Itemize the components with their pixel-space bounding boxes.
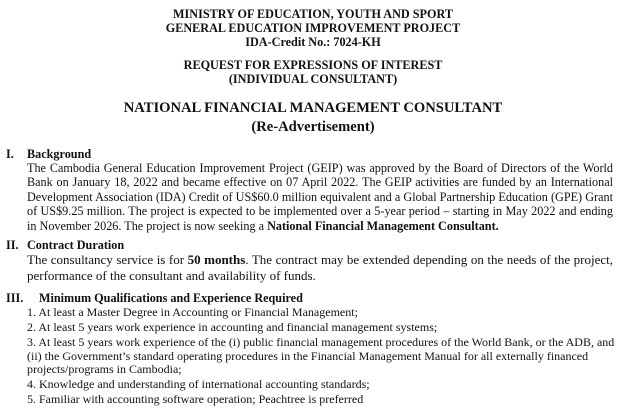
consultant-type: (INDIVIDUAL CONSULTANT) xyxy=(228,72,398,86)
section-qualifications-heading xyxy=(6,291,406,305)
page-title: NATIONAL FINANCIAL MANAGEMENT CONSULTANT xyxy=(123,100,503,116)
duration-text-after: . The contract may be extended depending on the needs of the project, performance of the consultant and availability of funds. xyxy=(27,252,613,283)
project-name: GENERAL EDUCATION IMPROVEMENT PROJECT xyxy=(165,21,461,35)
duration-bold: 50 months xyxy=(187,252,246,267)
section-background-heading xyxy=(6,147,306,161)
section-number: II. xyxy=(6,238,19,252)
ministry-name: MINISTRY OF EDUCATION, YOUTH AND SPORT xyxy=(173,7,453,21)
duration-paragraph xyxy=(27,252,613,283)
request-heading: REQUEST FOR EXPRESSIONS OF INTEREST xyxy=(183,58,443,72)
list-item: 4. Knowledge and understanding of international accounting standards; xyxy=(27,377,370,392)
qualifications-list xyxy=(27,306,615,408)
credit-number: IDA-Credit No.: 7024-KH xyxy=(245,35,381,49)
section-number: III. xyxy=(6,291,24,305)
list-item: 5. Familiar with accounting software operation; Peachtree is preferred xyxy=(27,392,364,407)
section-label: Background xyxy=(27,147,92,161)
background-text: The Cambodia General Education Improvement Project (GEIP) was approved by the Board of Directors of the World Bank on January 18, 2022 and became effective on 07 April 2022. The GEIP activities are funded by an International Development Association (IDA) Credit of US$60.0 million equivalent and a Global Partnership Education (GPE) Grant of US$9.25 million. The project is expected to be implemented over a 5-year period – starting in May 2022 and ending in November 2026. The project is now seeking a xyxy=(27,161,613,233)
list-item: 3. At least 5 years work experience of the (i) public financial management procedures of the World Bank, or the ADB, and (ii) the Government’s standard operating procedures in the Financial Management Manual for all externally financed projects/programs in Cambodia; xyxy=(27,335,615,376)
section-duration-heading xyxy=(6,238,306,252)
list-item: 1. At least a Master Degree in Accounting or Financial Management; xyxy=(27,305,358,319)
background-paragraph xyxy=(27,161,613,233)
section-label: Minimum Qualifications and Experience Required xyxy=(39,291,303,305)
duration-text-before: The consultancy service is for xyxy=(27,252,188,267)
section-label: Contract Duration xyxy=(27,238,125,252)
list-item: 2. At least 5 years work experience in accounting and financial management systems; xyxy=(27,320,438,335)
section-number: I. xyxy=(6,147,14,161)
page-subtitle: (Re-Advertisement) xyxy=(251,119,375,135)
background-bold-text: National Financial Management Consultant. xyxy=(267,218,499,233)
